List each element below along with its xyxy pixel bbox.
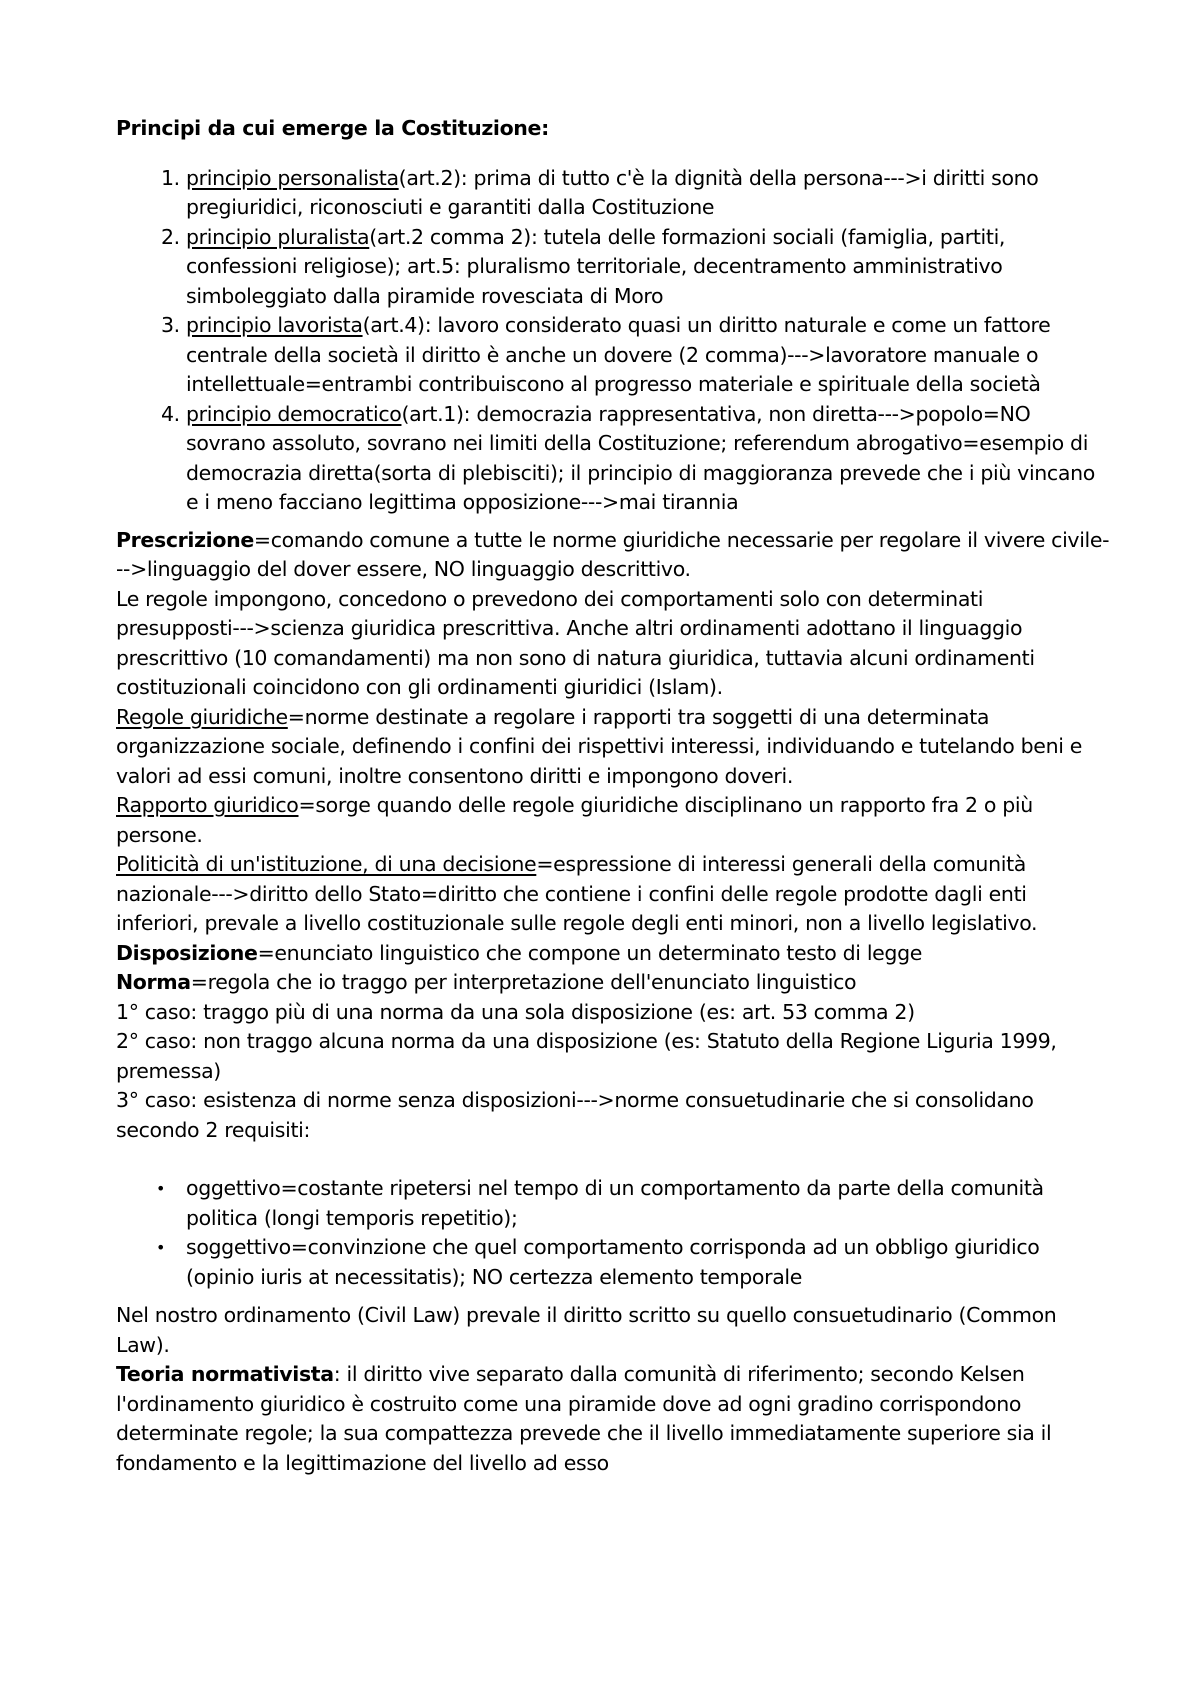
list-item: • oggettivo=costante ripetersi nel tempo di un comportamento da parte della comunità politica (longi temporis repetitio); <box>186 1174 1110 1233</box>
teoria-text: : il diritto vive separato dalla comunità di riferimento; secondo Kelsen l'ordinamento giuridico è costruito come una piramide dove ad ogni gradino corrispondono determinate regole; la sua compattezza prevede che il livello immediatamente superiore sia il fondamento e la legittimazione del livello ad esso <box>116 1362 1052 1475</box>
disposizione-paragraph <box>116 939 1110 969</box>
caso-1-paragraph: 1° caso: traggo più di una norma da una sola disposizione (es: art. 53 comma 2) <box>116 999 915 1024</box>
regole-giuridiche-paragraph <box>116 703 1110 792</box>
principles-list <box>116 164 1110 518</box>
prescrizione-text: =comando comune a tutte le norme giuridiche necessarie per regolare il vivere civile--->linguaggio del dover essere, NO linguaggio descrittivo. <box>116 527 1110 581</box>
rapporto-giuridico-paragraph <box>116 791 1110 850</box>
regole-paragraph: Le regole impongono, concedono o prevedono dei comportamenti solo con determinati presupposti--->scienza giuridica prescrittiva. Anche altri ordinamenti adottano il linguaggio prescrittivo (10 comandamenti) ma non sono di natura giuridica, tuttavia alcuni ordinamenti costituzionali coincidono con gli ordinamenti giuridici (Islam). <box>116 586 1035 699</box>
principle-term: principio democratico <box>186 401 402 426</box>
principle-term: principio personalista <box>186 165 399 190</box>
list-item <box>186 400 1110 518</box>
politicita-text: =espressione di interessi generali della comunità nazionale--->diritto dello Stato=diritto che contiene i confini delle regole prodotte dagli enti inferiori, prevale a livello costituzionale sulle regole degli enti minori, non a livello legislativo. <box>116 852 1038 935</box>
politicita-paragraph <box>116 850 1110 939</box>
principle-term: principio pluralista <box>186 224 370 249</box>
list-item <box>186 223 1110 312</box>
disposizione-term: Disposizione <box>116 940 258 965</box>
prescrizione-term: Prescrizione <box>116 527 254 552</box>
principle-term: principio lavorista <box>186 313 363 337</box>
regole-giuridiche-term: Regole giuridiche <box>116 704 288 729</box>
norma-paragraph <box>116 968 1110 998</box>
principle-text: (art.2 comma 2): tutela delle formazioni sociali (famiglia, partiti, confessioni religiose); art.5: pluralismo territoriale, decentramento amministrativo simboleggiato dalla piramide rovesciata di Moro <box>186 224 1006 308</box>
principle-text: (art.2): prima di tutto c'è la dignità della persona--->i diritti sono pregiuridici, riconosciuti e garantiti dalla Costituzione <box>186 165 1039 219</box>
requisites-list <box>116 1174 1110 1292</box>
caso-2-paragraph: 2° caso: non traggo alcuna norma da una disposizione (es: Statuto della Regione Liguria 1999, premessa) <box>116 1029 1057 1083</box>
politicita-term: Politicità di un'istituzione, di una decisione <box>116 852 537 876</box>
rapporto-giuridico-text: =sorge quando delle regole giuridiche disciplinano un rapporto fra 2 o più persone. <box>116 793 1033 847</box>
list-item: • soggettivo=convinzione che quel comportamento corrisponda ad un obbligo giuridico (opinio iuris at necessitatis); NO certezza elemento temporale <box>186 1233 1110 1292</box>
list-item <box>186 311 1110 400</box>
teoria-paragraph <box>116 1360 1110 1478</box>
norma-term: Norma <box>116 970 191 994</box>
caso-3-paragraph: 3° caso: esistenza di norme senza disposizioni--->norme consuetudinarie che si consolidano secondo 2 requisiti: <box>116 1088 1034 1142</box>
rapporto-giuridico-term: Rapporto giuridico <box>116 793 299 817</box>
teoria-term: Teoria normativista <box>116 1362 334 1386</box>
disposizione-text: =enunciato linguistico che compone un determinato testo di legge <box>257 940 923 965</box>
prescrizione-paragraph <box>116 526 1110 585</box>
list-item <box>186 164 1110 223</box>
civil-law-paragraph: Nel nostro ordinamento (Civil Law) prevale il diritto scritto su quello consuetudinario (Common Law). <box>116 1303 1057 1357</box>
principle-text: (art.1): democrazia rappresentativa, non diretta--->popolo=NO sovrano assoluto, sovrano nei limiti della Costituzione; referendum abrogativo=esempio di democrazia diretta(sorta di plebisciti); il principio di maggioranza prevede che i più vincano e i meno facciano legittima opposizione--->mai tirannia <box>186 401 1095 514</box>
principle-text: (art.4): lavoro considerato quasi un diritto naturale e come un fattore centrale della società il diritto è anche un dovere (2 comma)--->lavoratore manuale o intellettuale=entrambi contribuiscono al progresso materiale e spirituale della società <box>186 313 1051 396</box>
norma-text: =regola che io traggo per interpretazione dell'enunciato linguistico <box>190 970 857 994</box>
regole-giuridiche-text: =norme destinate a regolare i rapporti tra soggetti di una determinata organizzazione sociale, definendo i confini dei rispettivi interessi, individuando e tutelando beni e valori ad essi comuni, inoltre consentono diritti e impongono doveri. <box>116 704 1082 788</box>
section-heading: Principi da cui emerge la Costituzione: <box>116 116 549 140</box>
